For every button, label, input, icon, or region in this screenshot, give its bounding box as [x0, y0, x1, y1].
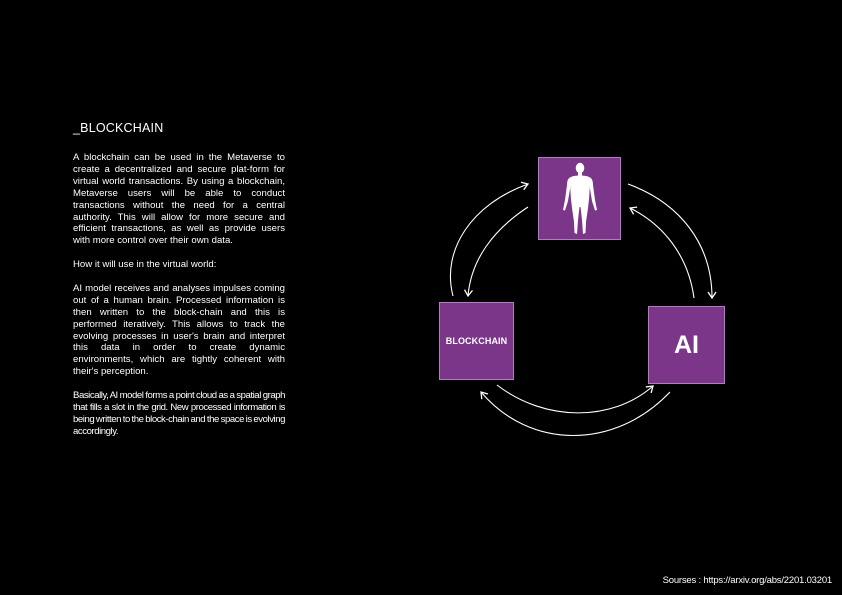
node-blockchain-label: BLOCKCHAIN: [445, 336, 508, 346]
arrow-person-to-blockchain: [468, 207, 528, 296]
node-ai-label: AI: [674, 330, 699, 359]
node-ai: [648, 306, 725, 384]
paragraph-summary: Basically, AI model forms a point cloud as a spatial graph that fills a slot in the grid. New processed information is being written to the block-chain and the space is evolving accordingly.: [73, 390, 285, 437]
source-citation: Sourses : https://arxiv.org/abs/2201.03201: [662, 575, 832, 586]
paragraph-usage-title: How it will use in the virtual world:: [73, 259, 217, 271]
section-heading: _BLOCKCHAIN: [73, 121, 164, 135]
paragraph-intro: A blockchain can be used in the Metaverse to create a decentralized and secure plat-form for virtual world transactions. By using a blockchain, Metaverse users will be able to conduct transactions without the need for a central authority. This will allow for more secure and efficient transactions, as well as provide users with more control over their own data.: [73, 152, 285, 247]
human-figure-icon: [560, 162, 600, 236]
node-blockchain: [439, 302, 514, 380]
arrow-ai-to-blockchain: [481, 392, 670, 436]
arrow-blockchain-to-ai: [497, 385, 653, 413]
arrow-blockchain-to-person: [450, 184, 528, 296]
node-person: [538, 157, 621, 240]
paragraph-ai-process: AI model receives and analyses impulses coming out of a human brain. Processed information is then written to the block-chain and this is performed iteratively. This allows to track the evolving processes in user's brain and interpret this data in order to create dynamic environments, which are tightly coherent with their's perception.: [73, 282, 285, 378]
